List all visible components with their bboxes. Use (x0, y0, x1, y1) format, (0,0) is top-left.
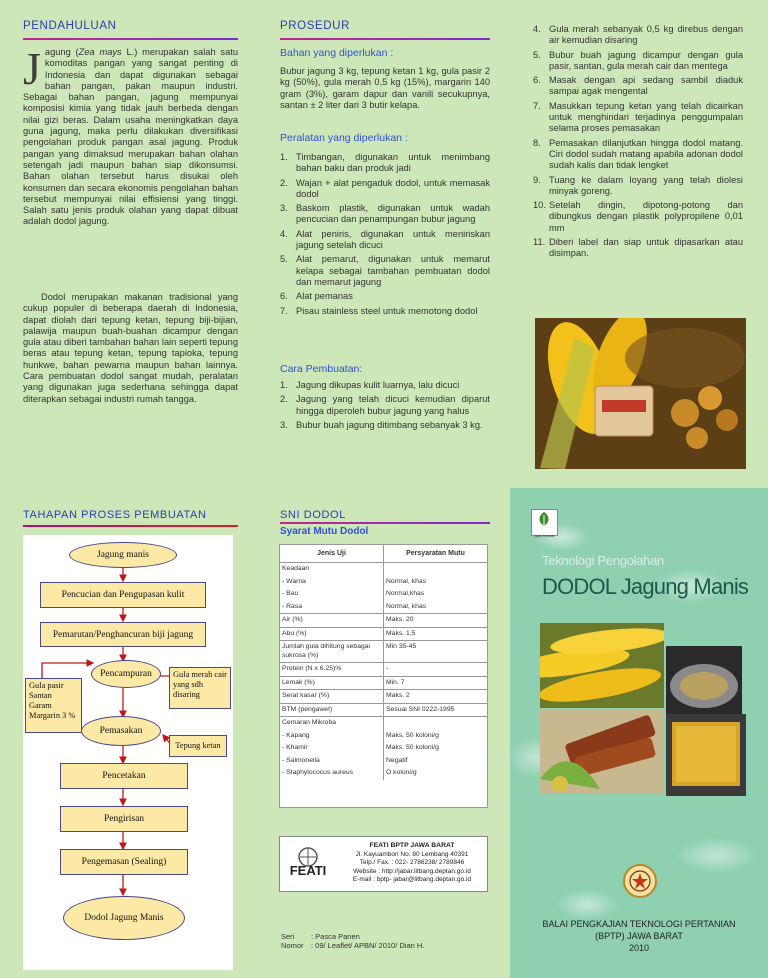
sni-jenis: Cemaran Mikroba (280, 717, 384, 730)
sni-persyaratan: - (384, 663, 488, 677)
item-number: 11. (533, 237, 546, 248)
section-divider (23, 38, 238, 40)
sni-row (280, 601, 487, 614)
cover-photo-tray (666, 714, 746, 796)
feati-email: E-mail : bptp- jabar@litbang.deptan.go.id (352, 876, 472, 883)
sni-subtitle: Syarat Mutu Dodol (280, 526, 369, 537)
corn-illustration (540, 623, 664, 708)
item-text: Jagung yang telah dicuci kemudian diparut hingga diperoleh bubur jagung yang halus (296, 394, 490, 416)
cover-title: DODOL Jagung Manis (542, 574, 749, 599)
item-number: 5. (533, 49, 541, 60)
feati-logo-text: FEATI (289, 863, 327, 878)
item-number: 6. (533, 75, 541, 86)
sni-jenis: Keadaan (280, 563, 384, 576)
sni-persyaratan: Maks. 50 koloni/g (386, 744, 439, 751)
item-text: Setelah dingin, dipotong-potong dan dibungkus dengan plastik polypropilene 0,01 mm (549, 200, 743, 233)
sni-jenis: - Staphylococus aureus (280, 767, 384, 780)
sni-jenis: - Bau (280, 588, 384, 601)
feati-logo (286, 843, 330, 887)
sni-col-persyaratan: Persyaratan Mutu (384, 545, 488, 563)
list-item (533, 175, 743, 198)
flow-input-tepung-ketan: Tepung ketan (169, 735, 227, 757)
sni-row (280, 742, 487, 755)
sni-jenis: - Rasa (280, 601, 384, 614)
item-text: Wajan + alat pengaduk dodol, untuk memasak dodol (296, 177, 490, 199)
prosedur-title: PROSEDUR (280, 20, 350, 32)
flow-dodol-jagung-manis: Dodol Jagung Manis (63, 896, 185, 940)
feati-website: Website : http://jabar.litbang.deptan.go.id (353, 867, 471, 875)
sni-persyaratan: O koloni/g (386, 769, 417, 776)
flow-pencetakan: Pencetakan (60, 763, 188, 789)
list-item (533, 101, 743, 135)
sni-jenis: Lemak (%) (280, 676, 384, 690)
section-divider (280, 38, 490, 40)
sni-jenis: BTM (pengawet) (280, 703, 384, 717)
list-item (280, 229, 490, 252)
sni-persyaratan: Sesuai SNI 0222-1995 (384, 703, 488, 717)
list-item (533, 24, 743, 47)
item-text: Tuang ke dalam loyang yang telah diolesi minyak goreng. (549, 174, 743, 196)
flow-pencucian: Pencucian dan Pengupasan kulit (40, 582, 206, 608)
item-text: Alat pemanas (296, 291, 353, 302)
item-number: 9. (533, 174, 541, 185)
item-number: 4. (533, 24, 541, 34)
alat-title: Peralatan yang diperlukan : (280, 132, 408, 144)
sni-row (280, 717, 487, 730)
list-item (533, 50, 743, 73)
seal-icon (625, 866, 655, 896)
sni-persyaratan (384, 563, 488, 576)
institution-line-1: BALAI PENGKAJIAN TEKNOLOGI PERTANIAN (542, 919, 736, 929)
seri-info: Seri : Pasca Panen Nomor : 09/ Leaflet/ APBN/ 2010/ Dian H. (281, 932, 425, 950)
list-item (280, 380, 490, 391)
cara-title: Cara Pembuatan: (280, 363, 363, 375)
sni-jenis: - Kapang (280, 730, 384, 743)
flow-pengemasan: Pengemasan (Sealing) (60, 849, 188, 875)
item-number: 10. (533, 200, 546, 211)
sni-row (280, 627, 487, 641)
item-text: Alat pemarut, digunakan untuk memarut kelapa sebagai tambahan pembuatan dodol dan memarut jagung (296, 254, 490, 287)
sni-jenis: Protein (N x 6,25)% (280, 663, 384, 677)
bahan-title: Bahan yang diperlukan : (280, 47, 394, 59)
section-divider (23, 525, 238, 527)
feati-address: Jl. Kayuambon No. 80 Lembang 40391 (355, 850, 469, 858)
cover-photo-wok (666, 646, 742, 720)
section-divider (280, 522, 490, 524)
item-text: Bubur buah jagung ditimbang sebanyak 3 kg. (296, 419, 483, 430)
sni-persyaratan: Normal,khas (386, 590, 425, 597)
flow-input-gula-pasir: Gula pasir Santan Garam Margarin 3 % (25, 678, 82, 733)
sni-jenis: - Warna (280, 576, 384, 589)
item-text: Baskom plastik, digunakan untuk wadah pencucian dan penampungan bubur jagung (296, 203, 490, 225)
list-item (533, 237, 743, 260)
agro-inovasi-logo: Agro Inovasi (531, 509, 558, 536)
sni-title: SNI DODOL (280, 509, 346, 521)
sni-row (280, 641, 487, 663)
sni-persyaratan: Maks. 1,5 (384, 627, 488, 641)
sni-row (280, 563, 487, 576)
dodol-illustration (540, 709, 664, 794)
item-text: Bubur buah jagung dicampur dengan gula pasir, santan, gula merah cair dan mentega (549, 49, 743, 71)
bahan-text: Bubur jagung 3 kg, tepung ketan 1 kg, gula pasir 2 kg (50%), gula merah 0,5 kg (15%), margarin 140 gram (3%), garam dapur dan vanili secukupnya, santan ± 2 liter dari 3 butir kelapa. (280, 66, 490, 110)
item-number: 1. (280, 152, 288, 162)
cover-institution (520, 918, 758, 954)
sni-persyaratan: Negatif (386, 756, 408, 764)
item-number: 1. (280, 380, 288, 390)
item-text: Pemasakan dilanjutkan hingga dodol matang. Ciri dodol sudah matang apabila adonan dodol sudah kalis dan tidak lengket (549, 137, 743, 171)
list-item (280, 152, 490, 175)
list-item (533, 138, 743, 172)
pendahuluan-paragraph-1: Jagung (Zea mays L.) merupakan salah satu komoditas pangan yang sangat penting di Indonesia dan dapat digunakan sebagai bahan pangan, pakan maupun industri. Sebagai bahan pangan, jagung mempunyai komposisi kimia yang tidak jauh berbeda dengan nilai gizi beras. Dalam usaha meningkatkan daya guna jagung, maka perlu dilakukan diversifikasi pengolahan produk pangan asal jagung. Produk pangan yang dimaksud merupakan bahan olahan setengah jadi maupun bahan siap dikonsumsi. Bahan olahan tersebut harus disukai oleh konsumen dan secara ekonomis pengolahan bahan tersebut mempunyai nilai effisiensi yang tinggi. Salah satu jenis produk olahan yang dapat dibuat adalah dodol jagung. (23, 43, 238, 227)
list-item (280, 394, 490, 417)
sni-row (280, 676, 487, 690)
item-number: 8. (533, 137, 541, 148)
cover-panel (510, 488, 768, 978)
item-number: 4. (280, 228, 288, 239)
sni-jenis: - Salmonella (280, 755, 384, 768)
sni-persyaratan: Maks. 50 koloni/g (386, 731, 439, 739)
cover-photo-corn (540, 623, 664, 708)
list-item (533, 75, 743, 98)
item-number: 7. (533, 100, 541, 111)
cover-kicker: Teknologi Pengolahan (542, 553, 664, 568)
item-number: 5. (280, 254, 288, 265)
leaf-icon (532, 510, 557, 529)
sni-persyaratan: Maks. 20 (384, 614, 488, 628)
sni-jenis: Air (%) (280, 614, 384, 628)
sni-row (280, 663, 487, 677)
item-number: 2. (280, 177, 288, 188)
feati-phone: Telp./ Fax. : 022- 2786238/ 2789846 (359, 859, 465, 866)
cara-list-continued (533, 24, 743, 263)
item-number: 6. (280, 291, 288, 302)
item-text: Timbangan, digunakan untuk menimbang bahan baku dan produk jadi (296, 152, 490, 174)
list-item (280, 178, 490, 201)
sni-row (280, 703, 487, 717)
cara-list (280, 380, 490, 434)
sni-row (280, 690, 487, 704)
item-text: Alat peniris, digunakan untuk meniriskan jagung setelah dicuci (296, 228, 490, 251)
flow-pemarutan: Pemarutan/Penghancuran biji jagung (40, 622, 206, 647)
item-text: Pisau stainless steel untuk memotong dodol (296, 305, 478, 316)
sni-persyaratan: Min 35-45 (384, 641, 488, 663)
sni-persyaratan: Maks. 2 (384, 690, 488, 704)
corn-dodol-illustration (535, 318, 746, 469)
list-item (280, 420, 490, 431)
list-item (280, 291, 490, 302)
item-text: Diberi label dan siap untuk dipasarkan atau disimpan. (549, 237, 743, 259)
item-number: 7. (280, 305, 288, 316)
sni-jenis: - Khamir (280, 742, 384, 755)
pendahuluan-title: PENDAHULUAN (23, 20, 117, 32)
sni-col-jenis: Jenis Uji (280, 545, 384, 563)
item-text: Jagung dikupas kulit luarnya, lalu dicuci (296, 380, 460, 390)
sni-jenis: Jumlah gula dihitung sebagai sukrosa (%) (280, 641, 384, 663)
flow-input-gula-merah: Gula merah cair yang sdh disaring (169, 667, 231, 709)
cover-year: 2010 (628, 943, 650, 953)
cover-photo-dodol (540, 709, 664, 794)
item-text: Masukkan tepung ketan yang telah dicairkan untuk menghindari terjadinya penggumpalan selama proses pemasakan (549, 100, 743, 134)
process-flowchart (23, 535, 233, 970)
item-number: 3. (280, 203, 288, 214)
product-photo (535, 318, 746, 469)
list-item (280, 203, 490, 226)
sni-persyaratan (384, 717, 488, 730)
sni-row (280, 755, 487, 768)
feati-name: FEATI BPTP JAWA BARAT (369, 842, 455, 849)
tray-illustration (666, 714, 746, 796)
sni-persyaratan: Min. 7 (384, 676, 488, 690)
sni-row (280, 614, 487, 628)
pendahuluan-paragraph-2: Dodol merupakan makanan tradisional yang cukup populer di beberapa daerah di Indonesia, dapat diolah dari tepung ketan, tepung biji-bijian, palawija maupun buah-buahan dicampur dengan gula atau diberi tambahan bahan lain seperti tepung beras atau tepung ketan, tepung tapioka, tepung hunkwe, bahan pewarna maupun bahan lainnya. Cara pembuatan dodol sangat mudah, peralatan yang digunakan juga sederhana sehingga dapat diterapkan sebagai industri rumah tangga. (23, 292, 238, 404)
flow-pencampuran: Pencampuran (91, 660, 161, 688)
sni-row (280, 588, 487, 601)
item-text: Masak dengan api sedang sambil diaduk sampai agak mengental (549, 75, 743, 97)
drop-cap: J (23, 43, 41, 94)
institution-line-2: (BPTP) JAWA BARAT (595, 931, 683, 941)
list-item (280, 254, 490, 288)
sni-table (279, 544, 488, 808)
list-item (280, 306, 490, 317)
flow-pengirisan: Pengirisan (60, 806, 188, 832)
sni-row (280, 730, 487, 743)
item-number: 3. (280, 419, 288, 430)
item-number: 2. (280, 394, 288, 405)
flow-jagung-manis: Jagung manis (69, 542, 177, 568)
sni-persyaratan: Normal, khas (386, 577, 427, 585)
feati-contact-box (279, 836, 488, 892)
sni-persyaratan: Normal, khas (384, 601, 488, 614)
list-item (533, 200, 743, 234)
wok-illustration (666, 646, 742, 720)
tahapan-title: TAHAPAN PROSES PEMBUATAN (23, 509, 207, 521)
alat-list (280, 152, 490, 320)
item-text: Gula merah sebanyak 0,5 kg direbus dengan air kemudian disaring (549, 24, 743, 46)
flow-pemasakan: Pemasakan (81, 716, 161, 746)
government-seal (623, 864, 657, 898)
sni-jenis: Serat kasar (%) (280, 690, 384, 704)
sni-row (280, 576, 487, 589)
sni-jenis: Abu (%) (280, 627, 384, 641)
sni-row (280, 767, 487, 780)
